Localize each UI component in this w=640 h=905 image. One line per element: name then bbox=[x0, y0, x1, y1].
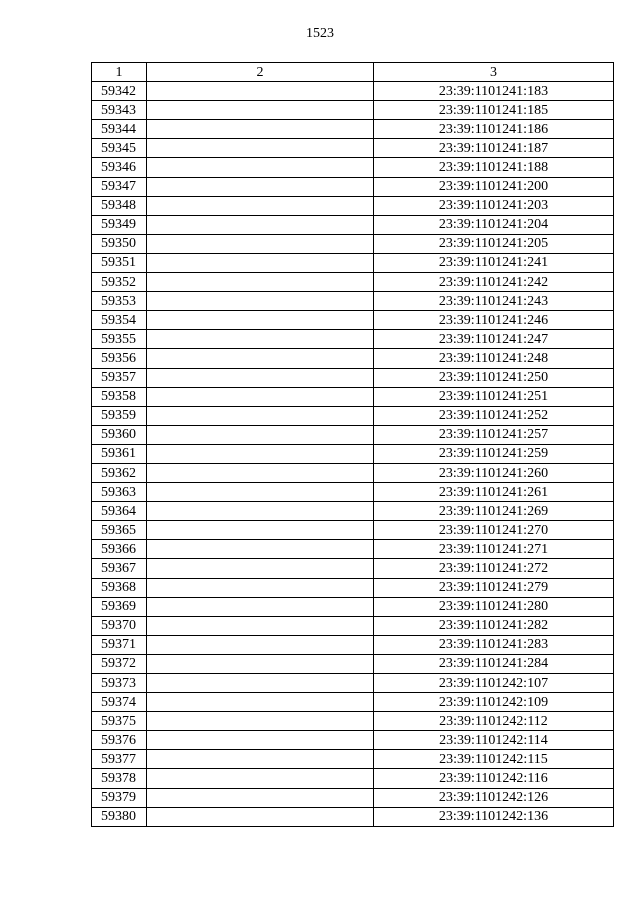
row-number-cell: 59347 bbox=[92, 177, 147, 196]
cadastral-number-cell: 23:39:1101241:259 bbox=[374, 444, 614, 463]
table-row bbox=[92, 635, 614, 654]
row-empty-cell bbox=[147, 330, 374, 349]
table-row bbox=[92, 654, 614, 673]
row-number-cell: 59377 bbox=[92, 750, 147, 769]
cadastral-number-cell: 23:39:1101241:252 bbox=[374, 406, 614, 425]
row-empty-cell bbox=[147, 540, 374, 559]
table-body bbox=[92, 82, 614, 827]
cadastral-number-cell: 23:39:1101242:107 bbox=[374, 674, 614, 693]
row-empty-cell bbox=[147, 253, 374, 272]
table-row bbox=[92, 177, 614, 196]
row-empty-cell bbox=[147, 674, 374, 693]
cadastral-number-cell: 23:39:1101241:241 bbox=[374, 253, 614, 272]
row-number-cell: 59349 bbox=[92, 215, 147, 234]
cadastral-number-cell: 23:39:1101241:270 bbox=[374, 521, 614, 540]
cadastral-number-cell: 23:39:1101241:200 bbox=[374, 177, 614, 196]
table-row bbox=[92, 425, 614, 444]
table-row bbox=[92, 368, 614, 387]
row-number-cell: 59344 bbox=[92, 120, 147, 139]
row-number-cell: 59360 bbox=[92, 425, 147, 444]
row-number-cell: 59366 bbox=[92, 540, 147, 559]
row-empty-cell bbox=[147, 731, 374, 750]
row-number-cell: 59371 bbox=[92, 635, 147, 654]
cadastral-number-cell: 23:39:1101242:116 bbox=[374, 769, 614, 788]
row-empty-cell bbox=[147, 597, 374, 616]
table-row bbox=[92, 731, 614, 750]
table-row bbox=[92, 750, 614, 769]
cadastral-number-cell: 23:39:1101241:204 bbox=[374, 215, 614, 234]
row-empty-cell bbox=[147, 559, 374, 578]
cadastral-number-cell: 23:39:1101242:109 bbox=[374, 693, 614, 712]
cadastral-number-cell: 23:39:1101241:203 bbox=[374, 196, 614, 215]
row-empty-cell bbox=[147, 483, 374, 502]
row-empty-cell bbox=[147, 120, 374, 139]
row-empty-cell bbox=[147, 693, 374, 712]
row-number-cell: 59380 bbox=[92, 807, 147, 826]
row-number-cell: 59368 bbox=[92, 578, 147, 597]
cadastral-number-cell: 23:39:1101241:280 bbox=[374, 597, 614, 616]
cadastral-number-cell: 23:39:1101241:257 bbox=[374, 425, 614, 444]
row-number-cell: 59345 bbox=[92, 139, 147, 158]
row-number-cell: 59358 bbox=[92, 387, 147, 406]
row-empty-cell bbox=[147, 406, 374, 425]
table-row bbox=[92, 234, 614, 253]
cadastral-number-cell: 23:39:1101242:114 bbox=[374, 731, 614, 750]
table-row bbox=[92, 215, 614, 234]
row-number-cell: 59367 bbox=[92, 559, 147, 578]
cadastral-number-cell: 23:39:1101241:243 bbox=[374, 292, 614, 311]
row-empty-cell bbox=[147, 177, 374, 196]
row-number-cell: 59348 bbox=[92, 196, 147, 215]
row-empty-cell bbox=[147, 82, 374, 101]
table-row bbox=[92, 349, 614, 368]
cadastral-number-cell: 23:39:1101241:282 bbox=[374, 616, 614, 635]
cadastral-number-cell: 23:39:1101241:261 bbox=[374, 483, 614, 502]
data-table bbox=[91, 62, 614, 827]
row-number-cell: 59354 bbox=[92, 311, 147, 330]
column-header-2: 2 bbox=[147, 63, 374, 82]
row-number-cell: 59353 bbox=[92, 292, 147, 311]
row-empty-cell bbox=[147, 750, 374, 769]
cadastral-number-cell: 23:39:1101241:251 bbox=[374, 387, 614, 406]
table-row bbox=[92, 82, 614, 101]
table-row bbox=[92, 463, 614, 482]
table-row bbox=[92, 674, 614, 693]
table-row bbox=[92, 559, 614, 578]
row-empty-cell bbox=[147, 788, 374, 807]
cadastral-number-cell: 23:39:1101241:205 bbox=[374, 234, 614, 253]
row-number-cell: 59342 bbox=[92, 82, 147, 101]
column-header-3: 3 bbox=[374, 63, 614, 82]
cadastral-number-cell: 23:39:1101241:247 bbox=[374, 330, 614, 349]
cadastral-number-cell: 23:39:1101241:269 bbox=[374, 502, 614, 521]
row-number-cell: 59378 bbox=[92, 769, 147, 788]
row-number-cell: 59362 bbox=[92, 463, 147, 482]
table-row bbox=[92, 502, 614, 521]
row-number-cell: 59350 bbox=[92, 234, 147, 253]
table-row bbox=[92, 101, 614, 120]
row-empty-cell bbox=[147, 101, 374, 120]
table-row bbox=[92, 578, 614, 597]
row-empty-cell bbox=[147, 425, 374, 444]
table-row bbox=[92, 330, 614, 349]
row-number-cell: 59343 bbox=[92, 101, 147, 120]
cadastral-number-cell: 23:39:1101242:112 bbox=[374, 712, 614, 731]
row-number-cell: 59379 bbox=[92, 788, 147, 807]
table-row bbox=[92, 120, 614, 139]
table-row bbox=[92, 253, 614, 272]
row-number-cell: 59363 bbox=[92, 483, 147, 502]
cadastral-number-cell: 23:39:1101241:248 bbox=[374, 349, 614, 368]
table-header bbox=[92, 63, 614, 82]
cadastral-number-cell: 23:39:1101241:284 bbox=[374, 654, 614, 673]
row-empty-cell bbox=[147, 158, 374, 177]
row-number-cell: 59374 bbox=[92, 693, 147, 712]
table-row bbox=[92, 521, 614, 540]
row-number-cell: 59359 bbox=[92, 406, 147, 425]
table-row bbox=[92, 311, 614, 330]
row-empty-cell bbox=[147, 654, 374, 673]
row-empty-cell bbox=[147, 234, 374, 253]
cadastral-number-cell: 23:39:1101241:185 bbox=[374, 101, 614, 120]
cadastral-number-cell: 23:39:1101241:186 bbox=[374, 120, 614, 139]
cadastral-number-cell: 23:39:1101241:260 bbox=[374, 463, 614, 482]
table-row bbox=[92, 406, 614, 425]
table-row bbox=[92, 540, 614, 559]
table-row bbox=[92, 788, 614, 807]
row-number-cell: 59370 bbox=[92, 616, 147, 635]
row-empty-cell bbox=[147, 807, 374, 826]
row-empty-cell bbox=[147, 387, 374, 406]
table-row bbox=[92, 483, 614, 502]
row-number-cell: 59346 bbox=[92, 158, 147, 177]
row-empty-cell bbox=[147, 616, 374, 635]
table-row bbox=[92, 807, 614, 826]
row-empty-cell bbox=[147, 368, 374, 387]
row-number-cell: 59355 bbox=[92, 330, 147, 349]
row-number-cell: 59369 bbox=[92, 597, 147, 616]
cadastral-number-cell: 23:39:1101241:271 bbox=[374, 540, 614, 559]
row-empty-cell bbox=[147, 769, 374, 788]
row-empty-cell bbox=[147, 215, 374, 234]
table-row bbox=[92, 292, 614, 311]
table-row bbox=[92, 196, 614, 215]
page-number: 1523 bbox=[306, 26, 334, 41]
row-empty-cell bbox=[147, 463, 374, 482]
row-number-cell: 59357 bbox=[92, 368, 147, 387]
row-number-cell: 59365 bbox=[92, 521, 147, 540]
cadastral-number-cell: 23:39:1101241:283 bbox=[374, 635, 614, 654]
row-empty-cell bbox=[147, 712, 374, 731]
table-row bbox=[92, 387, 614, 406]
cadastral-number-cell: 23:39:1101241:242 bbox=[374, 273, 614, 292]
row-number-cell: 59351 bbox=[92, 253, 147, 272]
row-empty-cell bbox=[147, 292, 374, 311]
table-row bbox=[92, 693, 614, 712]
row-empty-cell bbox=[147, 521, 374, 540]
cadastral-number-cell: 23:39:1101241:272 bbox=[374, 559, 614, 578]
row-empty-cell bbox=[147, 273, 374, 292]
row-empty-cell bbox=[147, 311, 374, 330]
table-row bbox=[92, 273, 614, 292]
table-row bbox=[92, 597, 614, 616]
table-row bbox=[92, 712, 614, 731]
table-row bbox=[92, 444, 614, 463]
cadastral-number-cell: 23:39:1101241:183 bbox=[374, 82, 614, 101]
row-number-cell: 59361 bbox=[92, 444, 147, 463]
row-number-cell: 59364 bbox=[92, 502, 147, 521]
row-number-cell: 59376 bbox=[92, 731, 147, 750]
cadastral-number-cell: 23:39:1101241:246 bbox=[374, 311, 614, 330]
cadastral-number-cell: 23:39:1101241:187 bbox=[374, 139, 614, 158]
table-row bbox=[92, 616, 614, 635]
cadastral-number-cell: 23:39:1101242:136 bbox=[374, 807, 614, 826]
row-number-cell: 59356 bbox=[92, 349, 147, 368]
row-empty-cell bbox=[147, 578, 374, 597]
cadastral-number-cell: 23:39:1101242:126 bbox=[374, 788, 614, 807]
row-empty-cell bbox=[147, 502, 374, 521]
row-empty-cell bbox=[147, 196, 374, 215]
table-row bbox=[92, 769, 614, 788]
cadastral-number-cell: 23:39:1101241:250 bbox=[374, 368, 614, 387]
table-row bbox=[92, 139, 614, 158]
header-row bbox=[92, 63, 614, 82]
row-number-cell: 59375 bbox=[92, 712, 147, 731]
cadastral-number-cell: 23:39:1101242:115 bbox=[374, 750, 614, 769]
column-header-1: 1 bbox=[92, 63, 147, 82]
cadastral-number-cell: 23:39:1101241:188 bbox=[374, 158, 614, 177]
row-number-cell: 59373 bbox=[92, 674, 147, 693]
table-row bbox=[92, 158, 614, 177]
row-number-cell: 59372 bbox=[92, 654, 147, 673]
row-empty-cell bbox=[147, 635, 374, 654]
row-number-cell: 59352 bbox=[92, 273, 147, 292]
row-empty-cell bbox=[147, 444, 374, 463]
row-empty-cell bbox=[147, 349, 374, 368]
cadastral-number-cell: 23:39:1101241:279 bbox=[374, 578, 614, 597]
row-empty-cell bbox=[147, 139, 374, 158]
